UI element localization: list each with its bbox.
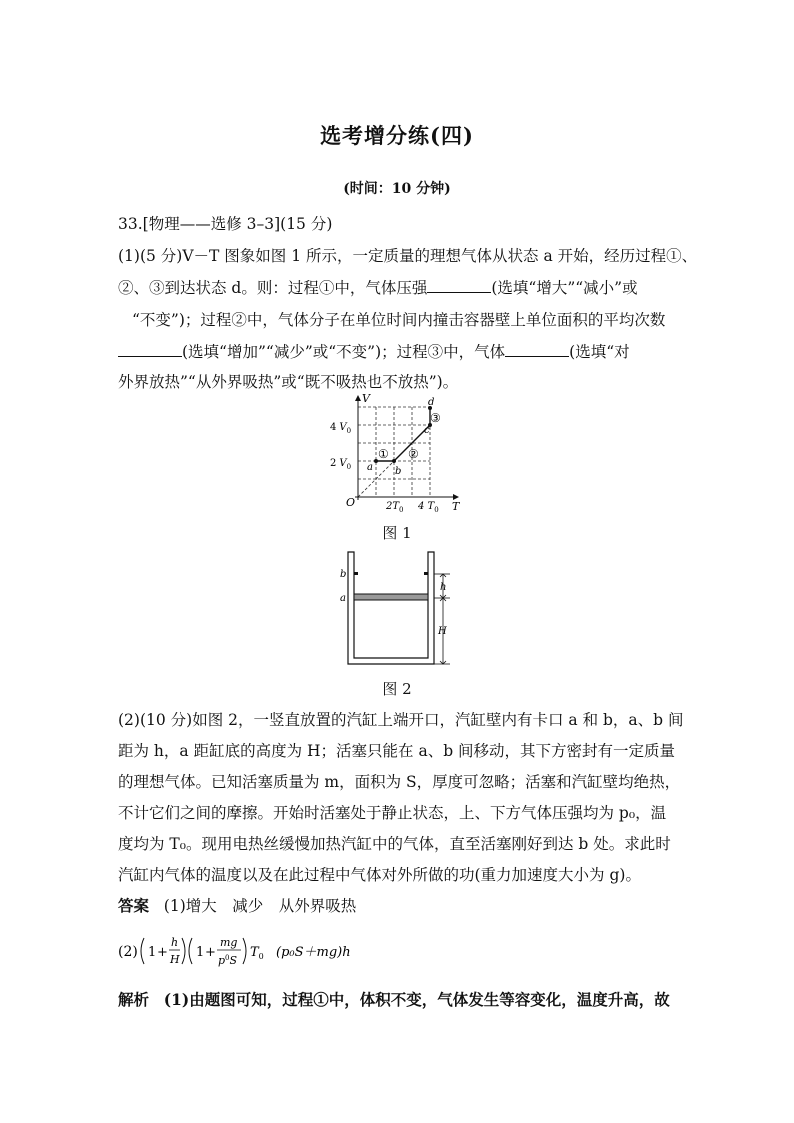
formula-one-1: 1 <box>148 945 157 960</box>
answer-blank-2 <box>118 342 182 357</box>
paren-open-1 <box>141 938 144 964</box>
part1-line2 <box>118 278 638 298</box>
analysis-text: (1)由题图可知，过程①中，体积不变，气体发生等容变化，温度升高，故 <box>163 990 670 1009</box>
stop-b-left <box>354 572 358 575</box>
figure2-cylinder <box>338 548 458 670</box>
part1-line2-a: ②、③到达状态 d。则：过程①中，气体压强 <box>118 279 428 297</box>
label-process-1: ① <box>378 447 389 461</box>
part1-line2-b: (选填“增大”“减小”或 <box>491 279 638 297</box>
part1-line4-a: (选填“增加”“减少”或“不变”)；过程③中，气体 <box>182 343 506 361</box>
formula-one-2: 1 <box>196 945 205 960</box>
analysis-line1 <box>118 990 670 1010</box>
cylinder-wall <box>348 552 434 664</box>
x-tick-2: $2T_0$ <box>386 501 404 514</box>
part1-line1: (1)(5 分)V－T 图象如图 1 所示，一定质量的理想气体从状态 a 开始，经历过程①、 <box>118 247 698 265</box>
part1-line5: 外界放热”“从外界吸热”或“既不吸热也不放热”)。 <box>118 373 459 391</box>
page-title: 选考增分练(四) <box>320 123 474 148</box>
answer-part1: (1)增大 减少 从外界吸热 <box>163 897 357 915</box>
piston <box>354 594 428 600</box>
t-axis-label: T <box>452 500 460 513</box>
label-a: a <box>367 462 373 473</box>
formula-prefix: (2) <box>118 944 138 960</box>
time-subtitle: (时间：10 分钟) <box>343 181 451 197</box>
label-process-3: ③ <box>430 411 441 425</box>
figure1-caption: 图 1 <box>382 524 412 542</box>
label-H: H <box>438 626 447 637</box>
part2-line2: 距为 h，a 距缸底的高度为 H；活塞只能在 a、b 间移动，其下方密封有一定质量 <box>118 742 676 760</box>
part2-line6: 汽缸内气体的温度以及在此过程中气体对外所做的功(重力加速度大小为 g)。 <box>118 866 641 884</box>
label-d: d <box>428 397 435 408</box>
point-b <box>392 459 396 463</box>
formula-H: H <box>170 953 180 966</box>
paren-open-2 <box>189 938 192 964</box>
answer-formula <box>116 928 376 974</box>
analysis-label: 解析 <box>118 990 150 1009</box>
part2-line4: 不计它们之间的摩擦。开始时活塞处于静止状态，上、下方气体压强均为 p₀，温 <box>118 804 667 822</box>
label-h: h <box>440 582 447 593</box>
label-a: a <box>340 593 346 604</box>
origin-label: O <box>346 496 356 509</box>
question-header: 33.[物理——选修 3–3](15 分) <box>118 215 333 233</box>
y-tick-4: 4 $V_0$ <box>330 422 352 435</box>
answer-blank-1 <box>427 278 491 293</box>
part2-line5: 度均为 T₀。现用电热丝缓慢加热汽缸中的气体，直至活塞刚好到达 b 处。求此时 <box>118 835 671 853</box>
y-tick-2: 2 $V_0$ <box>330 458 352 471</box>
label-process-2: ② <box>408 447 419 461</box>
formula-h: h <box>171 936 179 949</box>
part1-line3: “不变”)；过程②中，气体分子在单位时间内撞击容器壁上单位面积的平均次数 <box>132 311 666 329</box>
formula-work: (p₀S＋mg)h <box>276 945 351 960</box>
figure2-caption: 图 2 <box>382 680 412 698</box>
figure1-vt-graph <box>320 392 470 514</box>
answer-blank-3 <box>505 342 569 357</box>
formula-mg: mg <box>220 936 238 949</box>
part1-line4 <box>118 342 630 362</box>
part2-line3: 的理想气体。已知活塞质量为 m，面积为 S，厚度可忽略；活塞和汽缸壁均绝热， <box>118 773 681 791</box>
label-b: b <box>340 569 347 580</box>
formula-p0S: $p^0S$ <box>218 954 238 967</box>
formula-T0: $T_0$ <box>250 945 264 961</box>
x-tick-4: 4 $T_0$ <box>418 501 439 514</box>
part1-line4-b: (选填“对 <box>569 343 630 361</box>
v-axis-label: V <box>362 392 370 405</box>
answer-label: 答案 <box>118 896 150 915</box>
paren-close-2 <box>243 938 246 964</box>
label-b: b <box>395 466 402 477</box>
stop-b-right <box>424 572 428 575</box>
answer-line1 <box>118 896 356 916</box>
formula-plus-2: + <box>205 945 216 960</box>
paren-close-1 <box>182 938 185 964</box>
part2-line1: (2)(10 分)如图 2，一竖直放置的汽缸上端开口，汽缸壁内有卡口 a 和 b，a、b 间 <box>118 711 684 729</box>
grid-lines <box>358 407 430 497</box>
label-c: c <box>424 425 430 436</box>
formula-plus-1: + <box>157 945 168 960</box>
